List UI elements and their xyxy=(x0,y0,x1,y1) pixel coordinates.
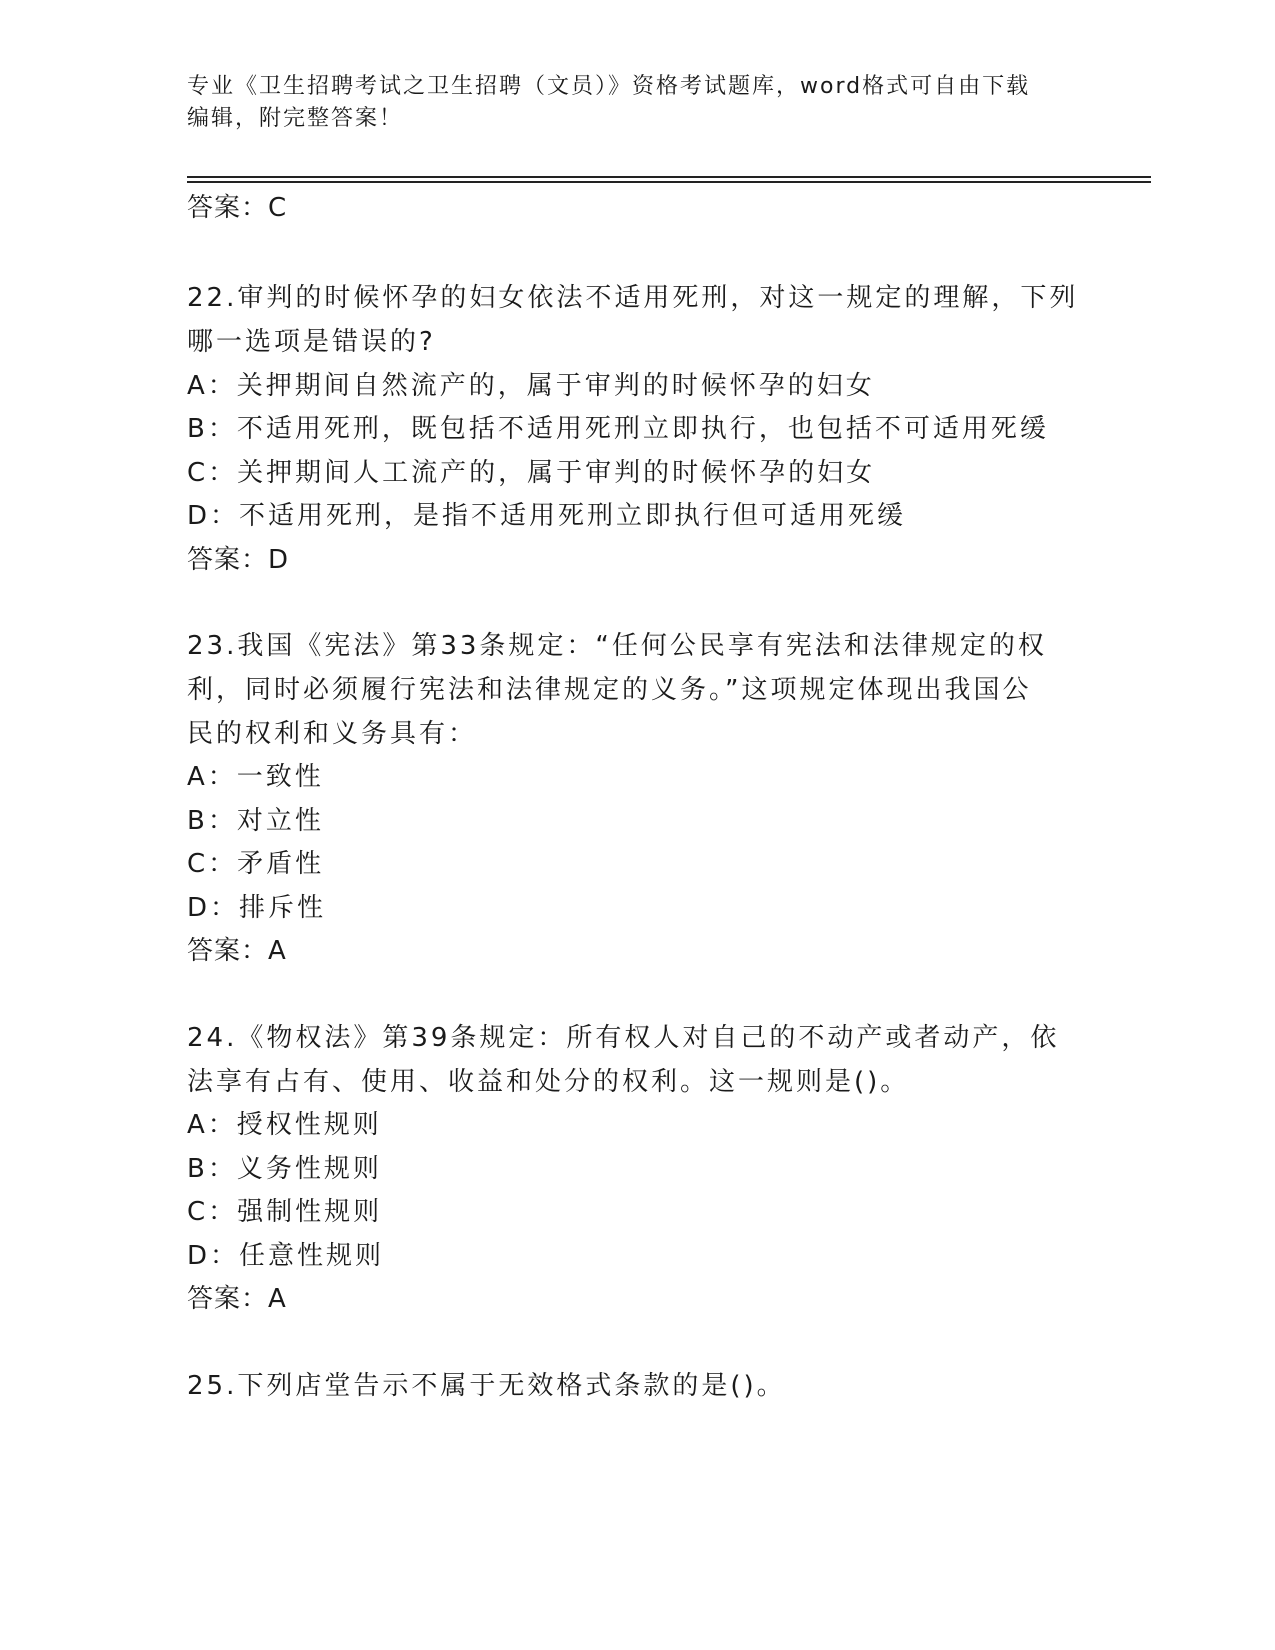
option-c: C：关押期间人工流产的，属于审判的时候怀孕的妇女 xyxy=(187,458,876,488)
option-d: D：排斥性 xyxy=(187,893,327,923)
question-stem: 22.审判的时候怀孕的妇女依法不适用死刑，对这一规定的理解，下列 xyxy=(187,283,1079,313)
question-stem: 25.下列店堂告示不属于无效格式条款的是()。 xyxy=(187,1371,786,1401)
header-rule-top xyxy=(187,176,1151,178)
answer-text: 答案：C xyxy=(187,193,288,223)
option-a: A：关押期间自然流产的，属于审判的时候怀孕的妇女 xyxy=(187,371,875,401)
option-b: B：对立性 xyxy=(187,806,324,836)
question-stem: 24.《物权法》第39条规定：所有权人对自己的不动产或者动产，依 xyxy=(187,1023,1060,1053)
option-a: A：授权性规则 xyxy=(187,1110,382,1140)
question-stem: 23.我国《宪法》第33条规定：“任何公民享有宪法和法律规定的权 xyxy=(187,631,1047,661)
question-stem: 哪一选项是错误的? xyxy=(187,327,436,357)
question-stem: 利，同时必须履行宪法和法律规定的义务。”这项规定体现出我国公 xyxy=(187,675,1032,705)
option-b: B：不适用死刑，既包括不适用死刑立即执行，也包括不可适用死缓 xyxy=(187,414,1049,444)
answer-text: 答案：A xyxy=(187,936,287,966)
question-stem: 民的权利和义务具有： xyxy=(187,719,478,749)
header-line-2: 编辑，附完整答案！ xyxy=(187,106,404,131)
header-rule-bottom xyxy=(187,181,1151,183)
option-a: A：一致性 xyxy=(187,762,324,792)
option-b: B：义务性规则 xyxy=(187,1154,382,1184)
answer-text: 答案：A xyxy=(187,1284,287,1314)
header-line-1: 专业《卫生招聘考试之卫生招聘（文员）》资格考试题库，word格式可自由下载 xyxy=(187,74,1031,99)
option-c: C：强制性规则 xyxy=(187,1197,383,1227)
option-d: D：不适用死刑，是指不适用死刑立即执行但可适用死缓 xyxy=(187,501,907,531)
answer-text: 答案：D xyxy=(187,545,290,575)
option-c: C：矛盾性 xyxy=(187,849,325,879)
question-stem: 法享有占有、使用、收益和处分的权利。这一规则是()。 xyxy=(187,1067,910,1097)
option-d: D：任意性规则 xyxy=(187,1241,385,1271)
